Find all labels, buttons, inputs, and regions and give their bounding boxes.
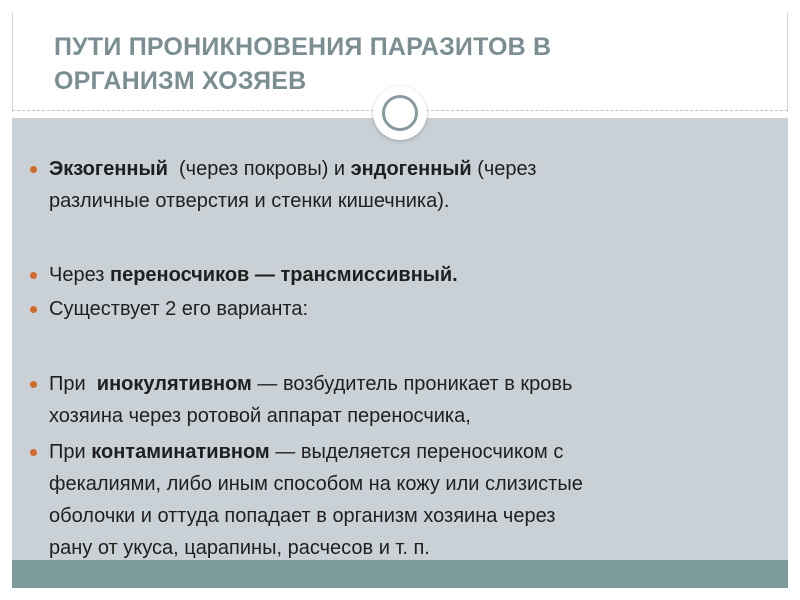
text-segment: оболочки и оттуда попадает в организм хозяина через xyxy=(49,505,556,527)
text-segment: Существует 2 его варианта: xyxy=(49,298,309,320)
bullet-icon xyxy=(30,381,37,388)
right-frame-line xyxy=(787,12,788,112)
footer-bar xyxy=(12,560,788,588)
term-endogenous: эндогенный xyxy=(350,158,472,180)
bullet-text xyxy=(49,153,759,217)
term-contaminative: контаминативном xyxy=(91,441,270,463)
term-exogenous: Экзогенный xyxy=(49,158,168,180)
title-line-2: ОРГАНИЗМ ХОЗЯЕВ xyxy=(54,67,307,95)
term-inoculative: инокулятивном xyxy=(96,373,252,395)
bullet-text xyxy=(49,259,759,291)
bullet-icon xyxy=(30,449,37,456)
bullet-text xyxy=(49,436,759,564)
text-segment: При xyxy=(49,373,97,395)
ring-inner-icon xyxy=(382,95,418,131)
text-segment: — выделяется переносчиком с xyxy=(269,441,564,463)
bullet-text xyxy=(49,368,759,432)
left-frame-line xyxy=(12,12,13,112)
text-segment: рану от укуса, царапины, расчесов и т. п. xyxy=(49,537,430,559)
bullet-icon xyxy=(30,272,37,279)
bullet-text xyxy=(49,293,759,325)
text-segment: различные отверстия и стенки кишечника). xyxy=(49,190,450,212)
bullet-icon xyxy=(30,306,37,313)
text-segment: хозяина через ротовой аппарат переносчика, xyxy=(49,405,471,427)
text-segment: — возбудитель проникает в кровь xyxy=(251,373,573,395)
title-line-1: ПУТИ ПРОНИКНОВЕНИЯ ПАРАЗИТОВ В xyxy=(54,33,552,61)
text-segment: При xyxy=(49,441,92,463)
text-segment: (через покровы) и xyxy=(167,158,351,180)
term-vectors: переносчиков — трансмиссивный. xyxy=(110,264,458,286)
bullet-icon xyxy=(30,166,37,173)
text-segment: (через xyxy=(471,158,537,180)
text-segment: фекалиями, либо иным способом на кожу или слизистые xyxy=(49,473,583,495)
text-segment: Через xyxy=(49,264,110,286)
